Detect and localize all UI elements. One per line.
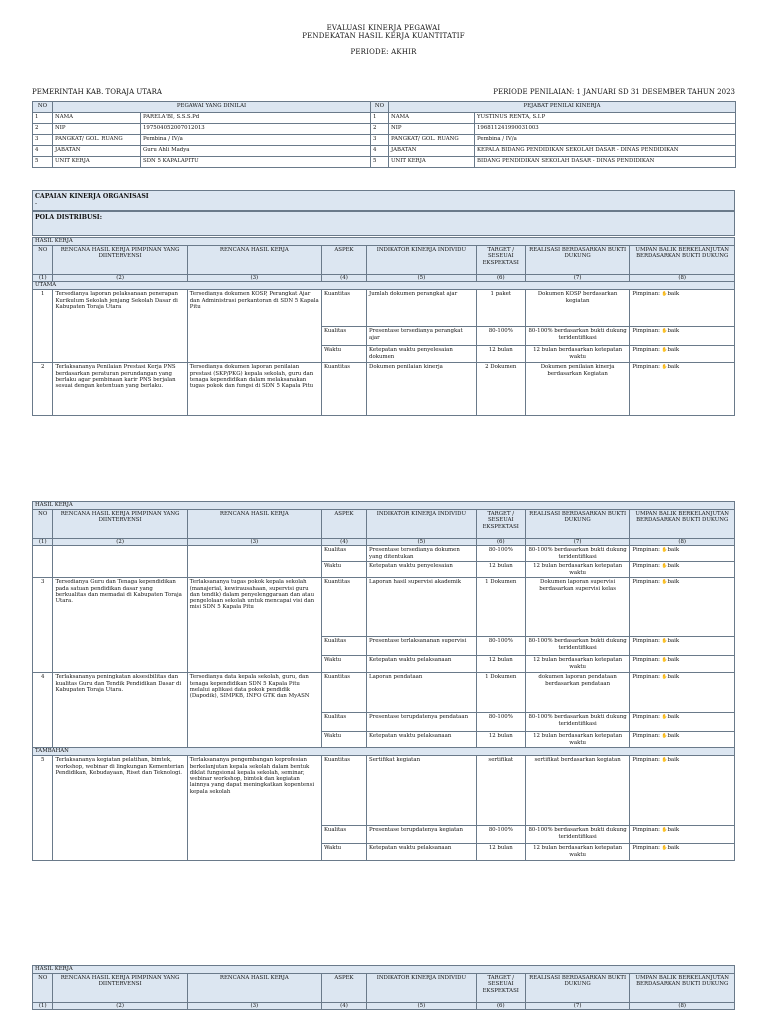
employer-label: PEMERINTAH KAB. TORAJA UTARA: [32, 88, 162, 96]
info-row-label: NAMA: [53, 113, 141, 124]
row-number: 2: [33, 363, 53, 416]
doc-subtitle: PENDEKATAN HASIL KERJA KUANTITATIF: [302, 32, 465, 40]
thumbs-up-icon: ✋: [661, 292, 668, 298]
tambahan-row-label: TAMBAHAN: [33, 748, 735, 756]
thumbs-up-icon: ✋: [661, 639, 668, 645]
info-row-employee-value: PARELA'BI, S.S.S.Pd: [141, 113, 371, 124]
work-plan-cell: [187, 546, 321, 578]
feedback-prefix: Pimpinan:: [632, 714, 660, 721]
target-cell: 2 Dokumen: [476, 363, 525, 416]
indicator-cell: Presentase terupdatenya pendataan: [367, 713, 477, 732]
column-number: (3): [187, 539, 321, 546]
realization-cell: dokumen laporan pendataan berdasarkan pendataan: [525, 673, 630, 713]
indicator-cell: Presentase terupdatenya kegiatan: [367, 826, 477, 844]
thumbs-up-icon: ✋: [661, 758, 668, 764]
work-plan-cell: Terlaksananya pengembangan keprofesian berkelanjutan kepala sekolah dalam bentuk diklat fungsional kepala sekolah, seminar, webinar workshop, bimtek dan kegiatan lainnya yang dapat meningkatkan kopentensi kepala sekolah: [187, 756, 321, 861]
column-number: (8): [630, 539, 735, 546]
info-no-header: NO: [33, 102, 53, 113]
column-number: (4): [321, 1003, 366, 1010]
employee-info-body: [33, 102, 736, 168]
column-number: (3): [187, 275, 321, 282]
target-cell: 80-100%: [476, 713, 525, 732]
info-row-label: NIP: [389, 124, 475, 135]
realization-cell: 12 bulan berdasarkan ketepatan waktu: [525, 844, 630, 861]
org-performance-title: CAPAIAN KINERJA ORGANISASI: [35, 193, 149, 200]
work-plan-cell: Tersedianya dokumen KOSP, Perangkat Ajar dan Administrasi perkantoran di SDN 5 Kapala Pitu: [187, 290, 321, 363]
thumbs-up-icon: ✋: [661, 715, 668, 721]
feedback-prefix: Pimpinan:: [632, 579, 660, 586]
column-header: RENCANA HASIL KERJA PIMPINAN YANG DIINTERVENSI: [53, 510, 187, 539]
feedback-value: baik: [667, 547, 680, 554]
realization-cell: 12 bulan berdasarkan ketepatan waktu: [525, 346, 630, 363]
info-row-label: PANGKAT/ GOL. RUANG: [53, 135, 141, 146]
work-plan-cell: Tersedianya dokumen laporan penilaian prestasi (SKP/PKG) kepala sekolah, guru dan tenaga kependidikan dalam melaksanakan tugas pokok dan fungsi di SDN 5 Kapala Pitu: [187, 363, 321, 416]
info-row-employee-value: Guru Ahli Madya: [141, 146, 371, 157]
info-row: [33, 146, 736, 157]
feedback-cell: [630, 656, 735, 673]
info-row-no: 1: [33, 113, 53, 124]
feedback-prefix: Pimpinan:: [632, 674, 660, 681]
aspect-cell: Kualitas: [321, 713, 366, 732]
info-row-label: UNIT KERJA: [53, 157, 141, 168]
column-number: (2): [53, 275, 187, 282]
thumbs-up-icon: ✋: [661, 580, 668, 586]
utama-row-label: UTAMA: [33, 282, 735, 290]
column-header: TARGET / SESEUAI EKSPEKTASI: [476, 974, 525, 1003]
work-results-table-3: [32, 965, 735, 1010]
info-row-no: 4: [33, 146, 53, 157]
info-no-header: NO: [371, 102, 389, 113]
row-number: 3: [33, 578, 53, 673]
info-row: [33, 135, 736, 146]
feedback-value: baik: [667, 674, 680, 681]
target-cell: 12 bulan: [476, 732, 525, 748]
column-number: (1): [33, 1003, 53, 1010]
aspect-cell: Waktu: [321, 656, 366, 673]
indicator-cell: Ketepatan waktu penyelesaian dokumen: [367, 346, 477, 363]
feedback-value: baik: [667, 733, 680, 740]
column-header: NO: [33, 974, 53, 1003]
section-row: [33, 502, 735, 510]
aspect-cell: Kualitas: [321, 637, 366, 656]
work-results-table-1: [32, 237, 735, 416]
leader-plan-cell: Tersedianya Guru dan Tenaga kependidikan pada satuan pendidikan dasar yang berkualitas dan memadai di Kabupaten Toraja Utara.: [53, 578, 187, 673]
feedback-cell: [630, 327, 735, 346]
target-cell: sertifikat: [476, 756, 525, 826]
target-cell: 80-100%: [476, 637, 525, 656]
column-header: RENCANA HASIL KERJA: [187, 510, 321, 539]
column-header: UMPAN BALIK BERKELANJUTAN BERDASARKAN BUKTI DUKUNG: [630, 246, 735, 275]
target-cell: 12 bulan: [476, 562, 525, 578]
feedback-value: baik: [667, 757, 680, 764]
info-row-assessor-value: KEPALA BIDANG PENDIDIKAN SEKOLAH DASAR - DINAS PENDIDIKAN: [475, 146, 736, 157]
aspect-cell: Kuantitas: [321, 290, 366, 327]
column-header: NO: [33, 246, 53, 275]
info-row-label: PANGKAT/ GOL. RUANG: [389, 135, 475, 146]
feedback-value: baik: [667, 347, 680, 354]
section-title: HASIL KERJA: [33, 502, 735, 510]
feedback-prefix: Pimpinan:: [632, 547, 660, 554]
column-header: RENCANA HASIL KERJA PIMPINAN YANG DIINTERVENSI: [53, 974, 187, 1003]
thumbs-up-icon: ✋: [661, 846, 668, 852]
column-header: RENCANA HASIL KERJA: [187, 246, 321, 275]
indicator-cell: Laporan pendataan: [367, 673, 477, 713]
feedback-prefix: Pimpinan:: [632, 291, 660, 298]
feedback-value: baik: [667, 563, 680, 570]
aspect-cell: Waktu: [321, 732, 366, 748]
thumbs-up-icon: ✋: [661, 675, 668, 681]
work-results-table-2: [32, 501, 735, 861]
row-number: 1: [33, 290, 53, 363]
column-header: REALISASI BERDASARKAN BUKTI DUKUNG: [525, 246, 630, 275]
target-cell: 80-100%: [476, 546, 525, 562]
column-number-row: [33, 539, 735, 546]
column-header-row: [33, 246, 735, 275]
feedback-cell: [630, 562, 735, 578]
feedback-prefix: Pimpinan:: [632, 845, 660, 852]
column-header: INDIKATOR KINERJA INDIVIDU: [367, 510, 477, 539]
indicator-cell: Dokumen penilaian kinerja: [367, 363, 477, 416]
column-number: (1): [33, 539, 53, 546]
row-number: 5: [33, 756, 53, 861]
info-row: [33, 157, 736, 168]
feedback-prefix: Pimpinan:: [632, 827, 660, 834]
realization-cell: 80-100% berdasarkan bukti dukung teridentifikasi: [525, 327, 630, 346]
feedback-value: baik: [667, 638, 680, 645]
org-performance-value: -: [35, 200, 38, 207]
column-number-row: [33, 275, 735, 282]
feedback-prefix: Pimpinan:: [632, 757, 660, 764]
thumbs-up-icon: ✋: [661, 658, 668, 664]
realization-cell: Dokumen penilaian kinerja berdasarkan Kegiatan: [525, 363, 630, 416]
doc-period: PERIODE: AKHIR: [350, 48, 417, 56]
column-header: REALISASI BERDASARKAN BUKTI DUKUNG: [525, 510, 630, 539]
column-header: REALISASI BERDASARKAN BUKTI DUKUNG: [525, 974, 630, 1003]
info-row-no: 3: [33, 135, 53, 146]
feedback-prefix: Pimpinan:: [632, 347, 660, 354]
target-cell: 1 paket: [476, 290, 525, 327]
table-row: [33, 363, 735, 416]
thumbs-up-icon: ✋: [661, 564, 668, 570]
leader-plan-cell: Tersedianya laporan pelaksanaan penerapan Kurikulum Sekolah jenjang Sekolah Dasar di Kabupaten Toraja Utara: [53, 290, 187, 363]
column-header: ASPEK: [321, 246, 366, 275]
column-number: (4): [321, 539, 366, 546]
distribution-pattern-box: [32, 211, 735, 236]
table-row: [33, 673, 735, 713]
indicator-cell: Ketepatan waktu pelaksanaan: [367, 656, 477, 673]
section-title: HASIL KERJA: [33, 238, 735, 246]
indicator-cell: Ketepatan waktu penyelesaian: [367, 562, 477, 578]
info-row-no: 3: [371, 135, 389, 146]
info-row-no: 5: [33, 157, 53, 168]
thumbs-up-icon: ✋: [661, 348, 668, 354]
info-row: [33, 124, 736, 135]
column-number: (5): [367, 275, 477, 282]
info-row-no: 2: [33, 124, 53, 135]
column-header: INDIKATOR KINERJA INDIVIDU: [367, 974, 477, 1003]
target-cell: 12 bulan: [476, 844, 525, 861]
thumbs-up-icon: ✋: [661, 365, 668, 371]
feedback-prefix: Pimpinan:: [632, 657, 660, 664]
feedback-value: baik: [667, 657, 680, 664]
feedback-cell: [630, 637, 735, 656]
feedback-cell: [630, 546, 735, 562]
table-row: [33, 756, 735, 826]
section-row: [33, 966, 735, 974]
info-row-assessor-value: Pembina / IV/a: [475, 135, 736, 146]
info-left-title: PEGAWAI YANG DINILAI: [53, 102, 371, 113]
info-row-assessor-value: YUSTINUS RENTA, S.I.P: [475, 113, 736, 124]
indicator-cell: Sertifikat kegiatan: [367, 756, 477, 826]
feedback-prefix: Pimpinan:: [632, 563, 660, 570]
target-cell: 1 Dokumen: [476, 673, 525, 713]
feedback-cell: [630, 346, 735, 363]
indicator-cell: Presentase terlaksananan supervisi: [367, 637, 477, 656]
column-header: TARGET / SESEUAI EKSPEKTASI: [476, 510, 525, 539]
feedback-value: baik: [667, 827, 680, 834]
row-number: [33, 546, 53, 578]
feedback-cell: [630, 578, 735, 637]
column-number: (2): [53, 1003, 187, 1010]
target-cell: 12 bulan: [476, 346, 525, 363]
column-header: RENCANA HASIL KERJA PIMPINAN YANG DIINTERVENSI: [53, 246, 187, 275]
work-plan-cell: Terlaksananya tugas pokok kepala sekolah (manajerial, kewirausahaan, supervisi guru dan tendik) dalam penyelenggaraan dan atau pengelolaan sekolah untuk mencapai visi dan misi SDN 5 Kapala Pitu: [187, 578, 321, 673]
leader-plan-cell: Terlaksananya kegiatan pelatihan, bimtek, workshop, webinar di lingkungan Kementerian Pendidikan, Kebudayaan, Riset dan Teknologi.: [53, 756, 187, 861]
realization-cell: 80-100% berdasarkan bukti dukung teridentifikasi: [525, 826, 630, 844]
feedback-prefix: Pimpinan:: [632, 328, 660, 335]
column-number: (4): [321, 275, 366, 282]
realization-cell: Dokumen KOSP berdasarkan kegiatan: [525, 290, 630, 327]
indicator-cell: Presentase tersedianya dokumen yang ditentukan: [367, 546, 477, 562]
thumbs-up-icon: ✋: [661, 548, 668, 554]
column-header: TARGET / SESEUAI EKSPEKTASI: [476, 246, 525, 275]
realization-cell: 12 bulan berdasarkan ketepatan waktu: [525, 656, 630, 673]
aspect-cell: Kualitas: [321, 826, 366, 844]
table-row: [33, 546, 735, 562]
column-header: ASPEK: [321, 974, 366, 1003]
column-header: INDIKATOR KINERJA INDIVIDU: [367, 246, 477, 275]
column-number: (6): [476, 539, 525, 546]
table-row: [33, 290, 735, 327]
column-number: (2): [53, 539, 187, 546]
feedback-cell: [630, 290, 735, 327]
column-number: (5): [367, 539, 477, 546]
info-row-employee-value: Pembina / IV/a: [141, 135, 371, 146]
realization-cell: 80-100% berdasarkan bukti dukung teridentifikasi: [525, 546, 630, 562]
column-header: UMPAN BALIK BERKELANJUTAN BERDASARKAN BUKTI DUKUNG: [630, 510, 735, 539]
aspect-cell: Kuantitas: [321, 363, 366, 416]
feedback-cell: [630, 673, 735, 713]
feedback-value: baik: [667, 364, 680, 371]
info-right-title: PEJABAT PENILAI KINERJA: [389, 102, 736, 113]
leader-plan-cell: Terlaksananya peningkatan aksesibilitas dan kualitas Guru dan Tendik Pendidikan Dasar di Kabupaten Toraja Utara.: [53, 673, 187, 748]
indicator-cell: Ketepatan waktu pelaksanaan: [367, 732, 477, 748]
realization-cell: sertifikat berdasarkan kegiatan: [525, 756, 630, 826]
feedback-cell: [630, 732, 735, 748]
column-number: (6): [476, 1003, 525, 1010]
column-number: (8): [630, 1003, 735, 1010]
aspect-cell: Waktu: [321, 346, 366, 363]
aspect-cell: Kuantitas: [321, 673, 366, 713]
aspect-cell: Kuantitas: [321, 578, 366, 637]
realization-cell: 80-100% berdasarkan bukti dukung teridentifikasi: [525, 637, 630, 656]
column-number-row: [33, 1003, 735, 1010]
info-row-no: 1: [371, 113, 389, 124]
info-row-label: JABATAN: [53, 146, 141, 157]
feedback-cell: [630, 363, 735, 416]
thumbs-up-icon: ✋: [661, 734, 668, 740]
aspect-cell: Kualitas: [321, 546, 366, 562]
info-row-no: 5: [371, 157, 389, 168]
info-row-label: NIP: [53, 124, 141, 135]
aspect-cell: Waktu: [321, 844, 366, 861]
column-number: (7): [525, 1003, 630, 1010]
feedback-value: baik: [667, 714, 680, 721]
column-header: ASPEK: [321, 510, 366, 539]
work-plan-cell: Tersedianya data kepala sekolah, guru, dan tenaga kependidikan SDN 5 Kapala Pitu melalui aplikasi data pokok pendidik (Dapodik), SIMPKB, INFO GTK dan MyASN: [187, 673, 321, 748]
column-number: (3): [187, 1003, 321, 1010]
indicator-cell: Jumlah dokumen perangkat ajar: [367, 290, 477, 327]
feedback-cell: [630, 756, 735, 826]
target-cell: 12 bulan: [476, 656, 525, 673]
column-number: (1): [33, 275, 53, 282]
realization-cell: 12 bulan berdasarkan ketepatan waktu: [525, 562, 630, 578]
column-header-row: [33, 974, 735, 1003]
feedback-cell: [630, 713, 735, 732]
org-performance-box: [32, 190, 735, 211]
feedback-value: baik: [667, 328, 680, 335]
column-number: (7): [525, 275, 630, 282]
info-row-assessor-value: 196811241990031003: [475, 124, 736, 135]
feedback-prefix: Pimpinan:: [632, 638, 660, 645]
realization-cell: 12 bulan berdasarkan ketepatan waktu: [525, 732, 630, 748]
column-header: NO: [33, 510, 53, 539]
table-row: [33, 578, 735, 637]
info-row-assessor-value: BIDANG PENDIDIKAN SEKOLAH DASAR - DINAS PENDIDIKAN: [475, 157, 736, 168]
indicator-cell: Ketepatan waktu pelaksanaan: [367, 844, 477, 861]
aspect-cell: Kuantitas: [321, 756, 366, 826]
indicator-cell: Presentase tersedianya perangkat ajar: [367, 327, 477, 346]
assessment-period: PERIODE PENILAIAN: 1 JANUARI SD 31 DESEMBER TAHUN 2023: [493, 88, 735, 96]
info-row-employee-value: SDN 5 KAPALAPITU: [141, 157, 371, 168]
feedback-value: baik: [667, 291, 680, 298]
row-number: 4: [33, 673, 53, 748]
feedback-value: baik: [667, 579, 680, 586]
column-header: RENCANA HASIL KERJA: [187, 974, 321, 1003]
info-row: [33, 113, 736, 124]
info-header-row: [33, 102, 736, 113]
leader-plan-cell: Terlaksananya Penilaian Prestasi Kerja PNS berdasarkan peraturan perundangan yang berlaku agar pembinaan karir PNS berjalan sesuai dengan ketentuan yang berlaku.: [53, 363, 187, 416]
column-number: (5): [367, 1003, 477, 1010]
feedback-cell: [630, 844, 735, 861]
info-row-no: 2: [371, 124, 389, 135]
info-row-label: JABATAN: [389, 146, 475, 157]
realization-cell: Dokumen laporan supervisi berdasarkan supervisi kelas: [525, 578, 630, 637]
aspect-cell: Kualitas: [321, 327, 366, 346]
distribution-pattern-title: POLA DISTRIBUSI:: [35, 214, 102, 221]
employee-info-table: [32, 101, 736, 168]
info-row-label: NAMA: [389, 113, 475, 124]
target-cell: 80-100%: [476, 826, 525, 844]
doc-title: EVALUASI KINERJA PEGAWAI: [326, 24, 441, 32]
aspect-cell: Waktu: [321, 562, 366, 578]
section-row: [33, 238, 735, 246]
info-row-employee-value: 197504052007012013: [141, 124, 371, 135]
feedback-cell: [630, 826, 735, 844]
thumbs-up-icon: ✋: [661, 329, 668, 335]
info-row-no: 4: [371, 146, 389, 157]
column-number: (6): [476, 275, 525, 282]
feedback-prefix: Pimpinan:: [632, 364, 660, 371]
realization-cell: 80-100% berdasarkan bukti dukung teridentifikasi: [525, 713, 630, 732]
leader-plan-cell: [53, 546, 187, 578]
column-number: (8): [630, 275, 735, 282]
column-header-row: [33, 510, 735, 539]
column-number: (7): [525, 539, 630, 546]
target-cell: 80-100%: [476, 327, 525, 346]
utama-row: [33, 282, 735, 290]
tambahan-row: [33, 748, 735, 756]
indicator-cell: Laporan hasil supervisi akademik: [367, 578, 477, 637]
doc-meta-row: [32, 88, 735, 98]
feedback-value: baik: [667, 845, 680, 852]
thumbs-up-icon: ✋: [661, 828, 668, 834]
target-cell: 1 Dokumen: [476, 578, 525, 637]
feedback-prefix: Pimpinan:: [632, 733, 660, 740]
info-row-label: UNIT KERJA: [389, 157, 475, 168]
column-header: UMPAN BALIK BERKELANJUTAN BERDASARKAN BUKTI DUKUNG: [630, 974, 735, 1003]
section-title: HASIL KERJA: [33, 966, 735, 974]
